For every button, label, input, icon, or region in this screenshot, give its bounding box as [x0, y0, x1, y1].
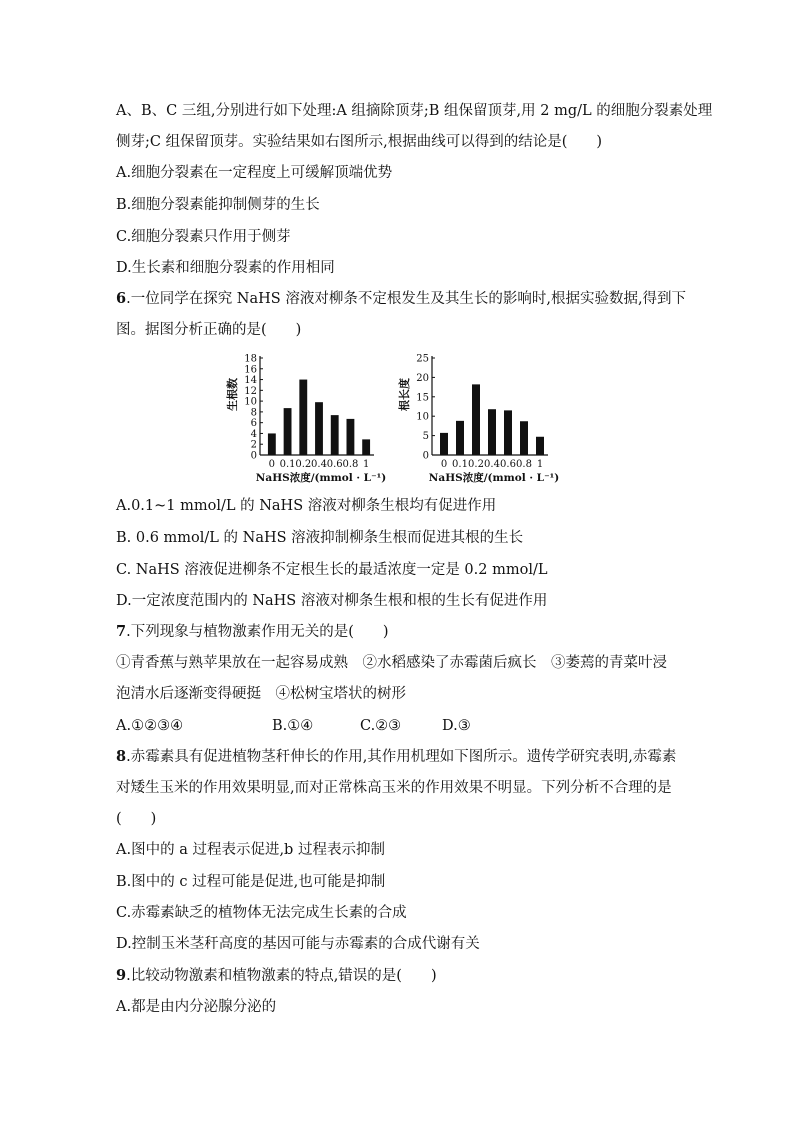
chart2-bar [504, 410, 512, 455]
chart1-bar [362, 439, 370, 455]
q5-option-c: C.细胞分裂素只作用于侧芽 [116, 229, 291, 245]
q6-figure [226, 350, 566, 488]
chart1-bar [331, 415, 339, 455]
q6-number: 6 [116, 290, 127, 307]
chart2-bar [440, 433, 448, 455]
chart1-bar [268, 433, 276, 455]
chart2-y-tick-label: 25 [416, 353, 429, 365]
q9-stem-text: .比较动物激素和植物激素的特点,错误的是( ) [126, 968, 437, 984]
q6-bar-charts [226, 350, 566, 488]
chart2-bar [488, 409, 496, 455]
q5-stem-line-1: A、B、C 三组,分别进行如下处理:A 组摘除顶芽;B 组保留顶芽,用 2 mg/L 的细胞分裂素处理 [116, 103, 713, 119]
chart2-x-axis-label: NaHS浓度/(mmol · L⁻¹) [428, 472, 560, 484]
q6-stem-line-1 [116, 289, 686, 309]
chart2-bar [536, 437, 544, 455]
q8-option-b: B.图中的 c 过程可能是促进,也可能是抑制 [116, 874, 386, 890]
chart1-y-axis-label: 生根数 [226, 378, 239, 411]
chart1-bar [299, 380, 307, 455]
chart1-y-tick-label: 14 [244, 375, 257, 387]
chart2-y-tick-label: 15 [416, 392, 429, 404]
chart1-x-tick-label: 0.8 [342, 459, 359, 470]
chart2-x-tick-label: 1 [536, 459, 544, 470]
chart2-y-tick-label: 10 [416, 411, 429, 423]
chart1-x-axis-label: NaHS浓度/(mmol · L⁻¹) [255, 472, 387, 484]
chart1-y-tick-label: 10 [244, 396, 257, 408]
q7-option-b: B.①④ [272, 718, 314, 734]
q7-items-line-1: ①青香蕉与熟苹果放在一起容易成熟 ②水稻感染了赤霉菌后疯长 ③萎蔫的青菜叶浸 [116, 655, 667, 671]
q8-number: 8 [116, 748, 127, 765]
q7-number: 7 [116, 623, 127, 640]
q5-option-d: D.生长素和细胞分裂素的作用相同 [116, 260, 335, 276]
q5-option-a: A.细胞分裂素在一定程度上可缓解顶端优势 [116, 165, 393, 181]
q7-items-line-2: 泡清水后逐渐变得硬挺 ④松树宝塔状的树形 [116, 686, 406, 702]
chart1-x-tick-label: 0.6 [326, 459, 343, 470]
chart2-x-tick-label: 0.6 [500, 459, 516, 470]
q6-option-d: D.一定浓度范围内的 NaHS 溶液对柳条生根和根的生长有促进作用 [116, 593, 548, 609]
q8-option-a: A.图中的 a 过程表示促进,b 过程表示抑制 [116, 842, 385, 858]
chart1-y-tick-label: 8 [250, 407, 257, 419]
chart2-bar [472, 384, 480, 455]
chart1-bar [347, 419, 355, 455]
chart2-x-tick-label: 0.1 [452, 459, 468, 470]
chart1-y-tick-label: 16 [244, 364, 257, 376]
chart1-bar [284, 408, 292, 455]
chart1-y-tick-label: 2 [250, 439, 257, 451]
q6-option-c: C. NaHS 溶液促进柳条不定根生长的最适浓度一定是 0.2 mmol/L [116, 562, 548, 578]
q6-option-a: A.0.1~1 mmol/L 的 NaHS 溶液对柳条生根均有促进作用 [116, 498, 497, 514]
chart2-y-tick-label: 0 [422, 450, 429, 462]
q9-stem-line [116, 966, 437, 986]
q6-option-b: B. 0.6 mmol/L 的 NaHS 溶液抑制柳条生根而促进其根的生长 [116, 530, 524, 546]
q8-stem-line-3: ( ) [116, 811, 157, 827]
q7-option-d: D.③ [442, 718, 471, 734]
q8-stem-text: .赤霉素具有促进植物茎秆伸长的作用,其作用机理如下图所示。遗传学研究表明,赤霉素 [126, 749, 677, 765]
chart2-y-axis-label: 根长度 [398, 378, 411, 411]
chart2-bar [456, 421, 464, 455]
chart1-x-tick-label: 1 [362, 459, 370, 470]
chart1-y-tick-label: 0 [250, 450, 257, 462]
chart1-x-tick-label: 0.4 [311, 459, 327, 470]
chart2-bar [520, 421, 528, 455]
q8-option-d: D.控制玉米茎秆高度的基因可能与赤霉素的合成代谢有关 [116, 936, 480, 952]
q7-stem-text: .下列现象与植物激素作用无关的是( ) [126, 624, 389, 640]
q8-stem-line-2: 对矮生玉米的作用效果明显,而对正常株高玉米的作用效果不明显。下列分析不合理的是 [116, 780, 672, 796]
q7-option-c: C.②③ [360, 718, 402, 734]
q7-option-a: A.①②③④ [116, 718, 184, 734]
chart2-y-tick-label: 20 [416, 372, 429, 384]
q5-option-b: B.细胞分裂素能抑制侧芽的生长 [116, 197, 320, 213]
q6-stem-text: .一位同学在探究 NaHS 溶液对柳条不定根发生及其生长的影响时,根据实验数据,得到下 [126, 291, 687, 307]
chart1-y-tick-label: 18 [244, 353, 257, 365]
q9-option-a: A.都是由内分泌腺分泌的 [116, 999, 277, 1015]
chart1-x-tick-label: 0.2 [295, 459, 312, 470]
q9-number: 9 [116, 967, 127, 984]
chart2-x-tick-label: 0 [440, 459, 448, 470]
q6-stem-line-2: 图。据图分析正确的是( ) [116, 322, 302, 338]
chart2-y-tick-label: 5 [422, 431, 429, 443]
chart1-y-tick-label: 12 [244, 385, 257, 397]
q5-stem-line-2: 侧芽;C 组保留顶芽。实验结果如右图所示,根据曲线可以得到的结论是( ) [116, 134, 603, 150]
chart1-x-tick-label: 0.1 [279, 459, 296, 470]
q8-stem-line-1 [116, 747, 676, 767]
chart1-y-tick-label: 4 [250, 428, 257, 440]
q8-option-c: C.赤霉素缺乏的植物体无法完成生长素的合成 [116, 905, 407, 921]
q7-stem-line [116, 622, 389, 642]
chart2-x-tick-label: 0.8 [516, 459, 532, 470]
chart2-x-tick-label: 0.4 [484, 459, 500, 470]
chart1-x-tick-label: 0 [268, 459, 276, 470]
chart1-y-tick-label: 6 [250, 418, 257, 430]
chart1-bar [315, 402, 323, 455]
chart2-x-tick-label: 0.2 [468, 459, 484, 470]
